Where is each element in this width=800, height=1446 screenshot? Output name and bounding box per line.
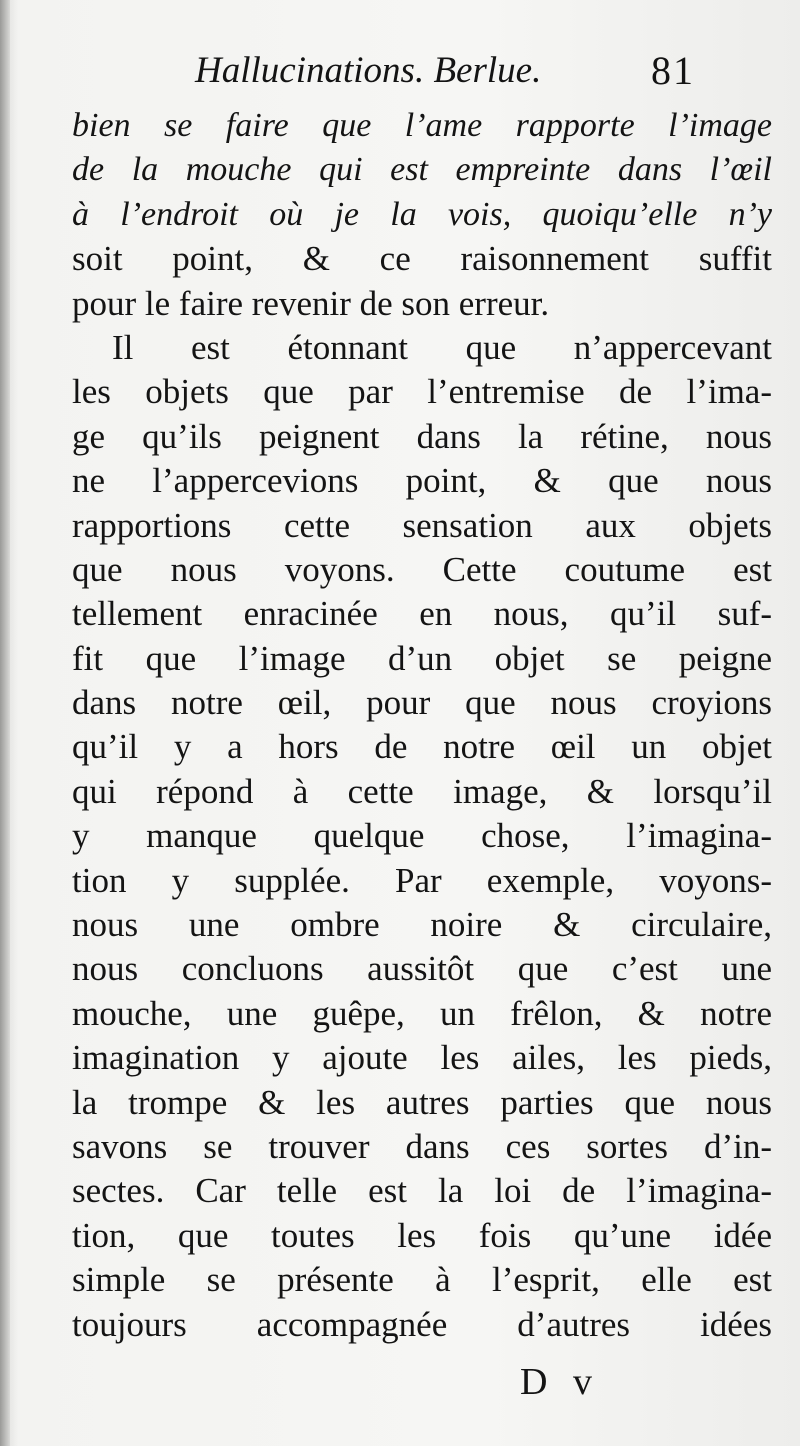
text-line: soit point, & ce raisonnement suffit xyxy=(72,239,772,279)
text-line: rapportions cette sensation aux objets xyxy=(72,505,772,545)
paragraph-start-line: Il est étonnant que n’appercevant xyxy=(112,327,772,367)
text-line: sectes. Car telle est la loi de l’imagina- xyxy=(72,1171,772,1211)
text-line: simple se présente à l’esprit, elle est xyxy=(72,1260,772,1300)
text-line: tellement enracinée en nous, qu’il suf- xyxy=(72,594,772,634)
text-line: ne l’appercevions point, & que nous xyxy=(72,461,772,501)
text-line: pour le faire revenir de son erreur. xyxy=(72,283,550,323)
text-line: dans notre œil, pour que nous croyions xyxy=(72,683,772,723)
text-line: qui répond à cette image, & lorsqu’il xyxy=(72,771,772,811)
text-line: y manque quelque chose, l’imagina- xyxy=(72,816,772,856)
running-head xyxy=(195,46,795,96)
text-line: fit que l’image d’un objet se peigne xyxy=(72,638,772,678)
text-line: de la mouche qui est empreinte dans l’œil xyxy=(72,151,772,189)
text-line: imagination y ajoute les ailes, les pieds, xyxy=(72,1038,772,1078)
page-number: 81 xyxy=(651,48,695,93)
text-line: tion y supplée. Par exemple, voyons- xyxy=(72,860,772,900)
running-title: Hallucinations. Berlue. xyxy=(195,50,542,91)
text-line: bien se faire que l’ame rapporte l’image xyxy=(72,107,772,144)
text-line: tion, que toutes les fois qu’une idée xyxy=(72,1215,772,1255)
body-text xyxy=(72,104,772,1347)
text-line: nous concluons aussitôt que c’est une xyxy=(72,949,772,989)
text-line: que nous voyons. Cette coutume est xyxy=(72,549,772,589)
text-line: la trompe & les autres parties que nous xyxy=(72,1082,772,1122)
signature-mark: D v xyxy=(520,1361,600,1403)
text-line: nous une ombre noire & circulaire, xyxy=(72,905,772,945)
text-line: mouche, une guêpe, un frêlon, & notre xyxy=(72,993,772,1033)
text-line: les objets que par l’entremise de l’ima- xyxy=(72,372,772,412)
text-line: à l’endroit où je la vois, quoiqu’elle n’y xyxy=(72,195,772,233)
text-line: ge qu’ils peignent dans la rétine, nous xyxy=(72,416,772,456)
text-line: savons se trouver dans ces sortes d’in- xyxy=(72,1126,772,1166)
text-line: qu’il y a hors de notre œil un objet xyxy=(72,727,772,767)
text-line: toujours accompagnée d’autres idées xyxy=(72,1304,772,1344)
